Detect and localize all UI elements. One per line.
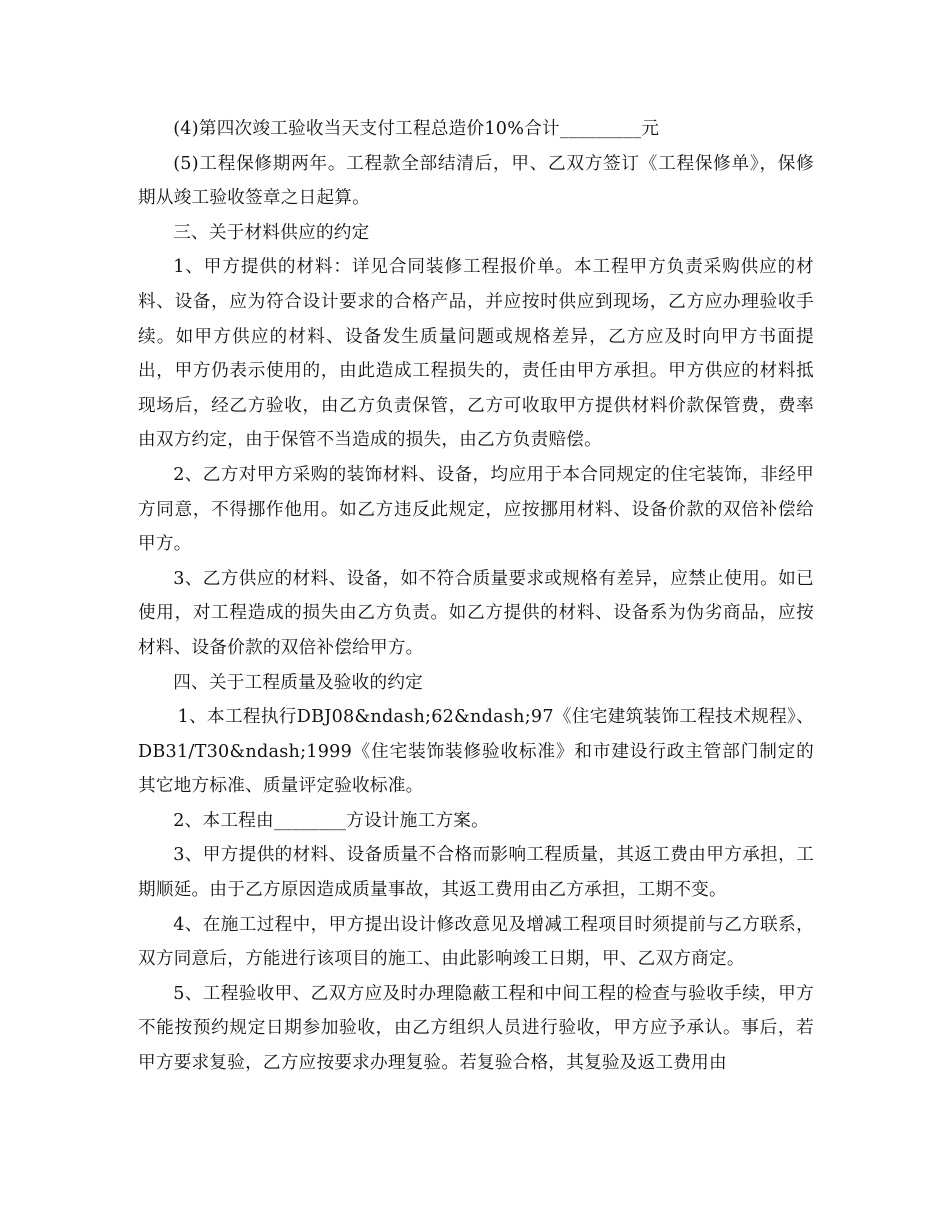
paragraph-quality-4: 4、在施工过程中，甲方提出设计修改意见及增减工程项目时须提前与乙方联系，双方同意后，方能进行该项目的施工、由此影响竣工日期，甲、乙双方商定。 xyxy=(138,914,814,970)
paragraph-warranty-5: (5)工程保修期两年。工程款全部结清后，甲、乙双方签订《工程保修单》，保修期从竣工验收签章之日起算。 xyxy=(138,153,814,209)
paragraph-materials-2: 2、乙方对甲方采购的装饰材料、设备，均应用于本合同规定的住宅装饰，非经甲方同意，不得挪作他用。如乙方违反此规定，应按挪用材料、设备价款的双倍补偿给甲方。 xyxy=(138,464,814,555)
section-heading-materials: 三、关于材料供应的约定 xyxy=(173,222,370,243)
section-heading-quality: 四、关于工程质量及验收的约定 xyxy=(173,672,424,693)
paragraph-quality-5: 5、工程验收甲、乙双方应及时办理隐蔽工程和中间工程的检查与验收手续，甲方不能按预约规定日期参加验收，由乙方组织人员进行验收，甲方应予承认。事后，若甲方要求复验，乙方应按要求办理复验。若复验合格，其复验及返工费用由 xyxy=(138,983,814,1074)
paragraph-materials-3: 3、乙方供应的材料、设备，如不符合质量要求或规格有差异，应禁止使用。如已使用，对工程造成的损失由乙方负责。如乙方提供的材料、设备系为伪劣商品，应按材料、设备价款的双倍补偿给甲方。 xyxy=(138,568,814,658)
paragraph-materials-1: 1、甲方提供的材料：详见合同装修工程报价单。本工程甲方负责采购供应的材料、设备，应为符合设计要求的合格产品，并应按时供应到现场，乙方应办理验收手续。如甲方供应的材料、设备发生质量问题或规格差异，乙方应及时向甲方书面提出，甲方仍表示使用的，由此造成工程损失的，责任由甲方承担。甲方供应的材料抵现场后，经乙方验收，由乙方负责保管，乙方可收取甲方提供材料价款保管费，费率由双方约定，由于保管不当造成的损失，由乙方负责赔偿。 xyxy=(138,257,814,451)
document-body xyxy=(138,112,814,1081)
paragraph-payment-4: (4)第四次竣工验收当天支付工程总造价10%合计_________元 xyxy=(173,119,660,139)
paragraph-quality-1: 1、本工程执行DBJ08&ndash;62&ndash;97《住宅建筑装饰工程技术规程》、DB31/T30&ndash;1999《住宅装饰装修验收标准》和市建设行政主管部门制定的其它地方标准、质量评定验收标准。 xyxy=(138,707,814,797)
paragraph-quality-3: 3、甲方提供的材料、设备质量不合格而影响工程质量，其返工费由甲方承担，工期顺延。由于乙方原因造成质量事故，其返工费用由乙方承担，工期不变。 xyxy=(138,845,814,901)
paragraph-quality-2: 2、本工程由________方设计施工方案。 xyxy=(173,810,489,831)
